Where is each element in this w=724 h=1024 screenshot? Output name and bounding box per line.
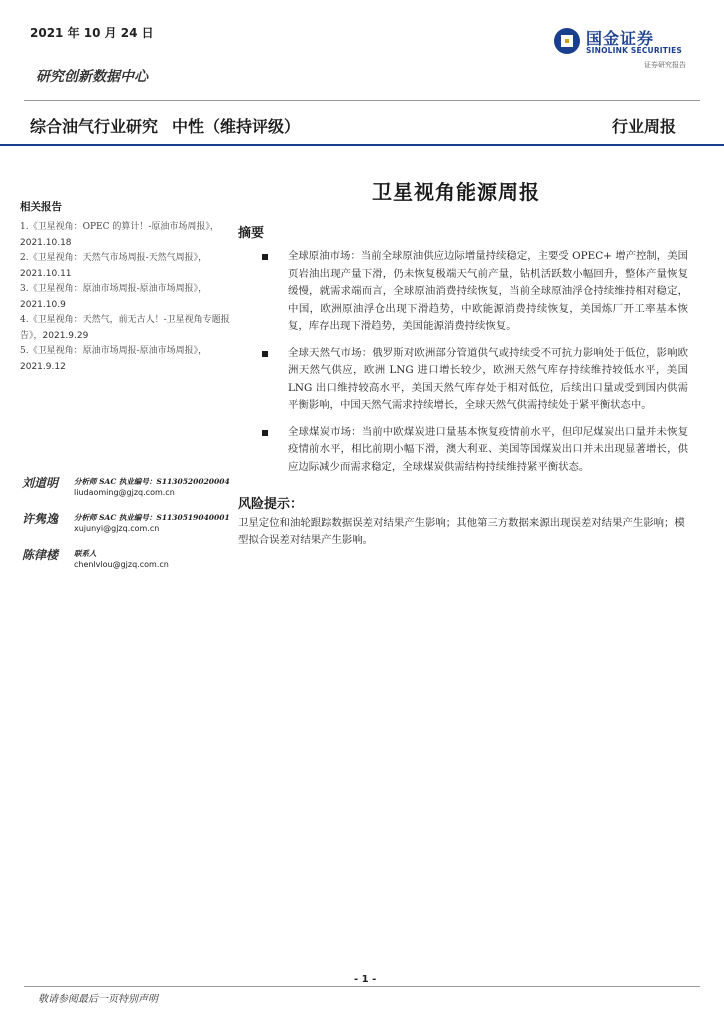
analyst-name: 刘道明 <box>22 476 59 490</box>
related-report-date: 2021.10.18 <box>20 237 72 248</box>
page-number: - 1 - <box>354 974 377 985</box>
risk-text: 卫星定位和油轮跟踪数据误差对结果产生影响；其他第三方数据来源出现误差对结果产生影响；模型拟合误差对结果产生影响。 <box>238 517 685 546</box>
analyst-email[interactable]: chenlvlou@gjzq.com.cn <box>74 560 169 569</box>
related-report-date: 2021.10.11 <box>20 268 72 279</box>
related-reports <box>20 199 236 375</box>
analyst-entry <box>22 510 238 546</box>
related-report-date: 2021.9.29 <box>42 330 89 341</box>
rating-label: 中性（维持评级） <box>172 117 301 136</box>
analyst-entry <box>22 474 238 510</box>
bullet-square-icon <box>262 254 268 260</box>
summary-bullet <box>258 345 688 415</box>
related-report-item[interactable] <box>20 282 236 313</box>
logo-subtitle: 证券研究报告 <box>644 61 686 69</box>
related-reports-heading: 相关报告 <box>20 201 62 213</box>
analyst-entry <box>22 546 238 582</box>
department-name: 研究创新数据中心 <box>36 69 148 85</box>
analyst-role: 分析师 SAC 执业编号：S1130520020004 <box>74 477 230 486</box>
analyst-email[interactable]: xujunyi@gjzq.com.cn <box>74 524 160 533</box>
related-report-item[interactable] <box>20 251 236 282</box>
industry-label: 综合油气行业研究 <box>30 117 159 136</box>
bullet-text: 全球原油市场：当前全球原油供应边际增量持续稳定，主要受 OPEC+ 增产控制，美国页岩油出现产量下滑，仍未恢复极端天气前产量，钻机活跃数小幅回升，整体产量恢复缓慢，就需求端而言，全球原油消费持续恢复，当前全球原油浮仓持续维持相对稳定，中国，欧洲原油浮仓出现下滑趋势，中欧能源消费持续恢复，美国炼厂开工率基本恢复，库存出现下滑趋势，美国能源消费持续恢复。 <box>288 250 688 332</box>
related-report-item[interactable] <box>20 313 236 344</box>
bullet-text: 全球天然气市场：俄罗斯对欧洲部分管道供气或持续受不可抗力影响处于低位，影响欧洲天然气供应，欧洲 LNG 进口增长较少，欧洲天然气库存持续维持较低水平，美国 LNG 出口维持较高水平，美国天然气库存处于相对低位，后续出口量或受到国内供需平衡影响，中国天然气需求持续增长，全球天然气供需持续处于紧平衡状态中。 <box>288 346 688 411</box>
related-report-item[interactable] <box>20 220 236 251</box>
related-report-title: 5.《卫星视角：原油市场周报-原油市场周报》， <box>20 346 208 356</box>
related-report-date: 2021.9.12 <box>20 361 66 372</box>
analyst-role: 联系人 <box>74 549 97 558</box>
related-report-title: 1.《卫星视角：OPEC 的算计！-原油市场周报》， <box>20 222 219 232</box>
page-title: 卫星视角能源周报 <box>372 180 540 204</box>
header-blue-rule <box>0 144 724 146</box>
industry-rating-line <box>30 114 314 137</box>
related-report-item[interactable] <box>20 344 236 375</box>
header-divider <box>24 100 700 101</box>
summary-bullets <box>258 248 688 485</box>
report-type: 行业周报 <box>612 117 677 136</box>
risk-heading: 风险提示： <box>238 497 304 512</box>
summary-bullet <box>258 248 688 336</box>
sinolink-logo-icon <box>552 26 582 56</box>
logo-chinese-name: 国金证券 <box>586 29 655 48</box>
bullet-square-icon <box>262 351 268 357</box>
logo-english-name: SINOLINK SECURITIES <box>586 46 683 55</box>
bullet-square-icon <box>262 430 268 436</box>
report-date: 2021 年 10 月 24 日 <box>30 26 154 40</box>
analyst-name: 陈律楼 <box>22 548 59 562</box>
related-report-title: 2.《卫星视角：天然气市场周报-天然气周报》， <box>20 253 208 263</box>
related-report-title: 4.《卫星视角：天然气，前无古人！-卫星视角专题报告》， <box>20 315 230 341</box>
footer-disclaimer[interactable]: 敬请参阅最后一页特别声明 <box>38 994 158 1005</box>
summary-heading: 摘要 <box>238 226 265 241</box>
bullet-text: 全球煤炭市场：当前中欧煤炭进口量基本恢复疫情前水平，但印尼煤炭出口量并未恢复疫情前水平，相比前期小幅下滑，澳大利亚、美国等国煤炭出口并未出现显著增长，供应边际减少而需求稳定，全球煤炭供需结构持续维持紧平衡状态。 <box>288 425 688 473</box>
company-logo <box>552 24 692 68</box>
summary-bullet <box>258 424 688 477</box>
analyst-role: 分析师 SAC 执业编号：S1130519040001 <box>74 513 230 522</box>
analyst-list <box>22 474 238 582</box>
footer-divider <box>24 986 700 987</box>
analyst-name: 许隽逸 <box>22 512 59 526</box>
analyst-email[interactable]: liudaoming@gjzq.com.cn <box>74 488 175 497</box>
related-report-title: 3.《卫星视角：原油市场周报-原油市场周报》， <box>20 284 208 294</box>
related-report-date: 2021.10.9 <box>20 299 66 310</box>
